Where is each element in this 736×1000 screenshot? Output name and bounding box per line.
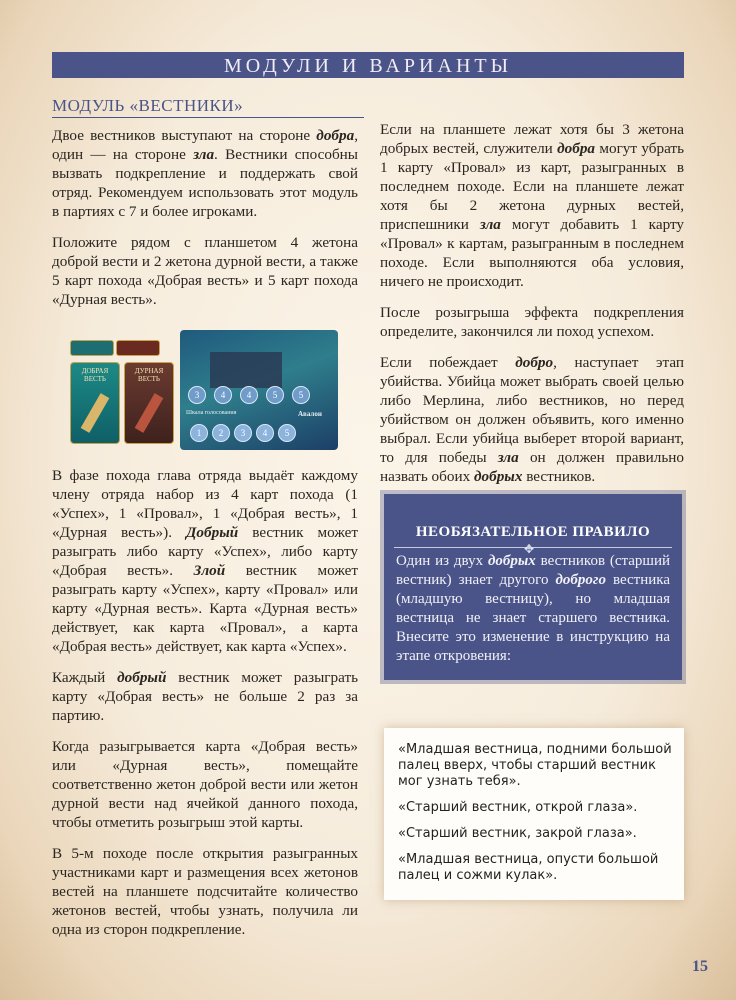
script-line: «Младшая вестница, опусти большой палец и сожми кулак». — [398, 852, 659, 883]
paragraph-assassination: Если побеждает добро, наступает этап убийства. Убийца может выбрать своей целью либо Мерлина, либо вестников, но перед убийством он должен объявить, кого именно выбрал. Если убийца выберет второй вариант, то для победы зла он должен правильно назвать обоих добрых вестников. — [380, 354, 684, 485]
good-news-token — [70, 340, 114, 356]
paragraph-after-reinforcement: После розыгрыша эффекта подкрепления определите, закончился ли поход успехом. — [380, 304, 684, 340]
right-column — [380, 120, 684, 498]
section-title: МОДУЛЬ «ВЕСТНИКИ» — [52, 96, 244, 115]
paragraph-reinforcement: Если на планшете лежат хотя бы 3 жетона добрых вестей, служители добра могут убрать 1 карту «Провал» из карт, разыгранных в последнем походе. Если на планшете лежат хотя бы 2 жетона дурных вестей, приспешники зла могут добавить 1 карту «Провал» к картам, разыгранным в последнем походе. Если выполняются оба условия, ничего не происходит. — [380, 121, 684, 290]
scroll-icon — [135, 393, 164, 433]
paragraph-limit: Каждый добрый вестник может разыграть карту «Добрая весть» не больше 2 раз за партию. — [52, 669, 359, 724]
paragraph-intro: Двое вестников выступают на стороне добра, один — на стороне зла. Вестники способны вызвать подкрепление и поддержать свой отряд. Рекомендуем использовать этот модуль в партиях с 7 и более игроками. — [52, 127, 359, 220]
paragraph-quest-phase: В фазе похода глава отряда выдаёт каждому члену отряда набор из 4 карт похода (1 «Успех», 1 «Провал», 1 «Добрая весть», 1 «Дурная весть»). Добрый вестник может разыграть либо карту «Успех», либо карту «Добрая весть». Злой вестник может разыграть карту «Успех», карту «Провал» или карту «Дурная весть». Карта «Дурная весть» действует, как карта «Провал», а карта «Добрая весть» действует, как карта «Успех». — [52, 467, 358, 655]
revelation-script-box — [384, 728, 684, 900]
ornament-icon: ✥ — [524, 542, 535, 556]
left-column-top — [52, 126, 358, 321]
section-title-underline — [52, 117, 364, 118]
optional-rule-box — [384, 494, 682, 680]
script-line: «Младшая вестница, подними большой палец вверх, чтобы старший вестник мог узнать тебя». — [398, 742, 672, 789]
page-number: 15 — [692, 958, 708, 975]
script-line: «Старший вестник, открой глаза». — [398, 800, 638, 815]
bad-news-card: ДУРНАЯ ВЕСТЬ — [124, 362, 174, 444]
optional-rule-title: НЕОБЯЗАТЕЛЬНОЕ ПРАВИЛО — [415, 524, 651, 540]
revelation-script — [398, 742, 674, 894]
left-column-bottom — [52, 466, 358, 951]
script-line: «Старший вестник, закрой глаза». — [398, 826, 637, 841]
game-board: 3 4 4 5 5 Шкала голосования Авалон 1 2 3 4 5 — [180, 330, 338, 450]
castle-icon — [210, 352, 282, 388]
optional-rule-text: Один из двух добрых вестников (старший вестник) знает другого доброго вестника (младшую вестницу), но младшая вестница не знает старшего вестника. Внесите это изменение в инструкцию на этапе откровения: — [396, 553, 670, 664]
good-news-card: ДОБРАЯ ВЕСТЬ — [70, 362, 120, 444]
paragraph-setup: Положите рядом с планшетом 4 жетона доброй вести и 2 жетона дурной вести, а также 5 карт похода «Добрая весть» и 5 карт похода «Дурная весть». — [52, 234, 358, 308]
paragraph-fifth-quest: В 5-м походе после открытия разыгранных участниками карт и размещения всех жетонов вестей на планшете подсчитайте количество жетонов вестей, чтобы узнать, получила ли одна из сторон подкрепление. — [52, 845, 358, 938]
paragraph-token-placement: Когда разыгрывается карта «Добрая весть» или «Дурная весть», помещайте соответственно жетон доброй вести или жетон дурной вести над ячейкой данного похода, чтобы отметить розыгрыш этой карты. — [52, 738, 358, 831]
page-banner: МОДУЛИ И ВАРИАНТЫ — [52, 52, 684, 78]
scroll-icon — [81, 393, 110, 433]
components-illustration — [68, 330, 338, 450]
bad-news-token — [116, 340, 160, 356]
